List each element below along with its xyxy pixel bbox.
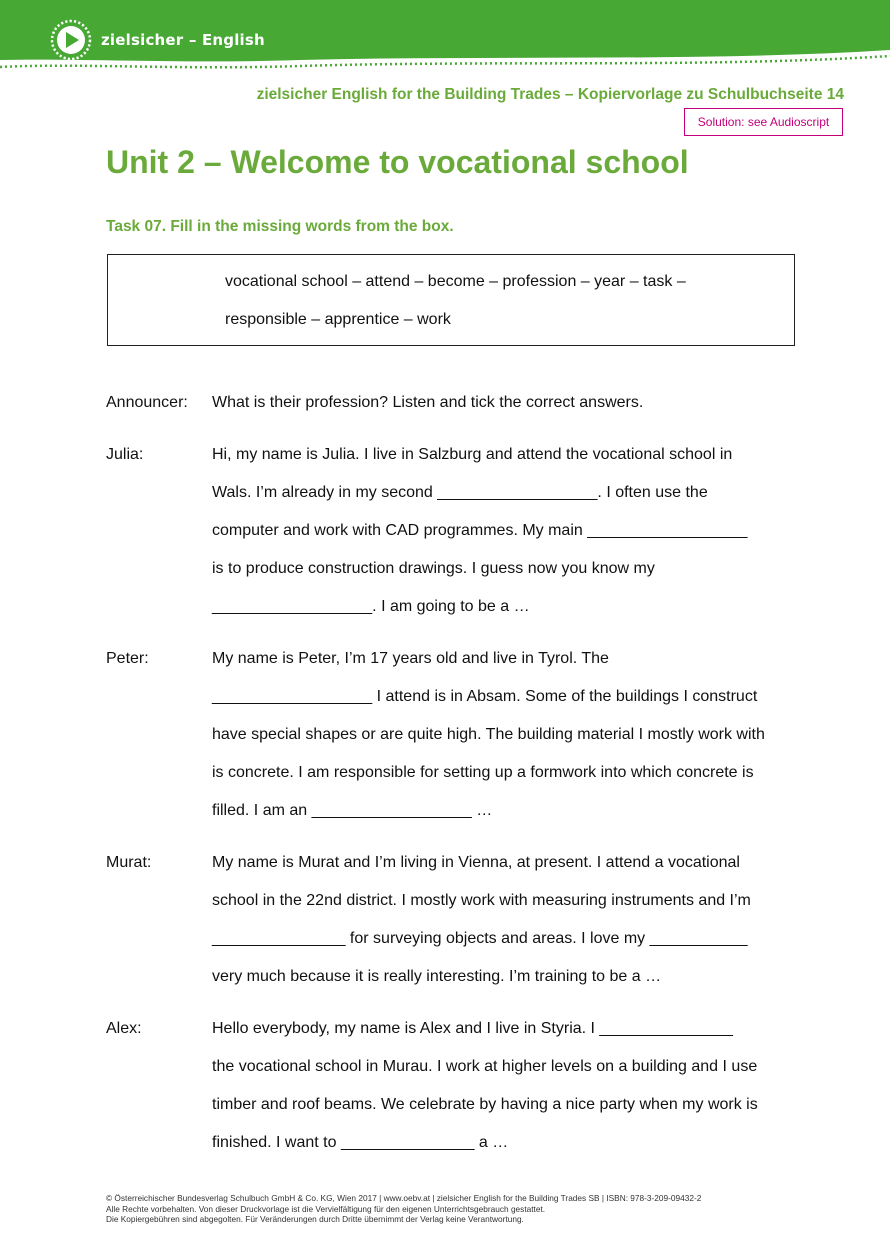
dialogue-line: __________________ I attend is in Absam. Some of the buildings I construct <box>212 688 758 705</box>
dialogue-line: have special shapes or are quite high. The building material I mostly work with <box>212 726 765 743</box>
worksheet-subtitle: zielsicher English for the Building Trades – Kopiervorlage zu Schulbuchseite 14 <box>256 86 844 103</box>
dialogue-line: __________________. I am going to be a … <box>212 598 530 615</box>
brand-name: zielsicher – English <box>101 31 265 49</box>
dialogue-line: very much because it is really interesting. I’m training to be a … <box>212 968 662 985</box>
dialogue-line: My name is Peter, I’m 17 years old and live in Tyrol. The <box>212 650 609 667</box>
dialogue-line: is concrete. I am responsible for setting up a formwork into which concrete is <box>212 764 754 781</box>
page-title: Unit 2 – Welcome to vocational school <box>106 144 689 180</box>
dialogue-line: What is their profession? Listen and tick the correct answers. <box>212 394 644 411</box>
dialogue-entry-peter <box>106 640 806 830</box>
dialogue-entry-murat <box>106 844 806 996</box>
footer-line: Die Kopiergebühren sind abgegolten. Für Veränderungen durch Dritte übernimmt der Verlag keine Verantwortung. <box>106 1214 524 1224</box>
dialogue-line: timber and roof beams. We celebrate by having a nice party when my work is <box>212 1096 758 1113</box>
dialogue-line: the vocational school in Murau. I work at higher levels on a building and I use <box>212 1058 758 1075</box>
speaker-name: Julia: <box>106 446 144 463</box>
speaker-name: Alex: <box>106 1020 142 1037</box>
dialogue-line: Wals. I’m already in my second __________________. I often use the <box>212 484 708 501</box>
speaker-name: Peter: <box>106 650 149 667</box>
dialogue-line: finished. I want to _______________ a … <box>212 1134 509 1151</box>
dialogue-line: Hi, my name is Julia. I live in Salzburg and attend the vocational school in <box>212 446 733 463</box>
dialogue-line: computer and work with CAD programmes. My main __________________ <box>212 522 748 539</box>
dialogue-line: _______________ for surveying objects and areas. I love my ___________ <box>212 930 748 947</box>
speaker-name: Announcer: <box>106 394 188 411</box>
task-instruction: Task 07. Fill in the missing words from the box. <box>106 218 454 235</box>
footer-line: Alle Rechte vorbehalten. Von dieser Druckvorlage ist die Vervielfältigung für den eigenen Unterrichtsgebrauch gestattet. <box>106 1203 546 1214</box>
dialogue-entry-announcer <box>106 384 806 422</box>
word-box-line: responsible – apprentice – work <box>225 311 451 328</box>
dialogue-entry-julia <box>106 436 806 626</box>
dialogue-entry-alex <box>106 1010 806 1162</box>
copyright-footer <box>106 1193 701 1225</box>
dialogue-line: My name is Murat and I’m living in Vienna, at present. I attend a vocational <box>212 854 740 871</box>
solution-note: Solution: see Audioscript <box>684 108 843 136</box>
dialogue <box>106 384 806 1176</box>
word-box-line: vocational school – attend – become – profession – year – task – <box>225 273 686 290</box>
dialogue-line: Hello everybody, my name is Alex and I live in Styria. I _______________ <box>212 1020 733 1037</box>
dialogue-line: is to produce construction drawings. I guess now you know my <box>212 560 655 577</box>
footer-line: © Österreichischer Bundesverlag Schulbuch GmbH & Co. KG, Wien 2017 | www.oebv.at | zielsicher English for the Building Trades SB | ISBN: 978-3-209-09432-2 <box>106 1193 702 1203</box>
speaker-name: Murat: <box>106 854 152 871</box>
word-box <box>107 254 795 346</box>
dialogue-line: school in the 22nd district. I mostly work with measuring instruments and I’m <box>212 892 751 909</box>
dialogue-line: filled. I am an __________________ … <box>212 802 493 819</box>
